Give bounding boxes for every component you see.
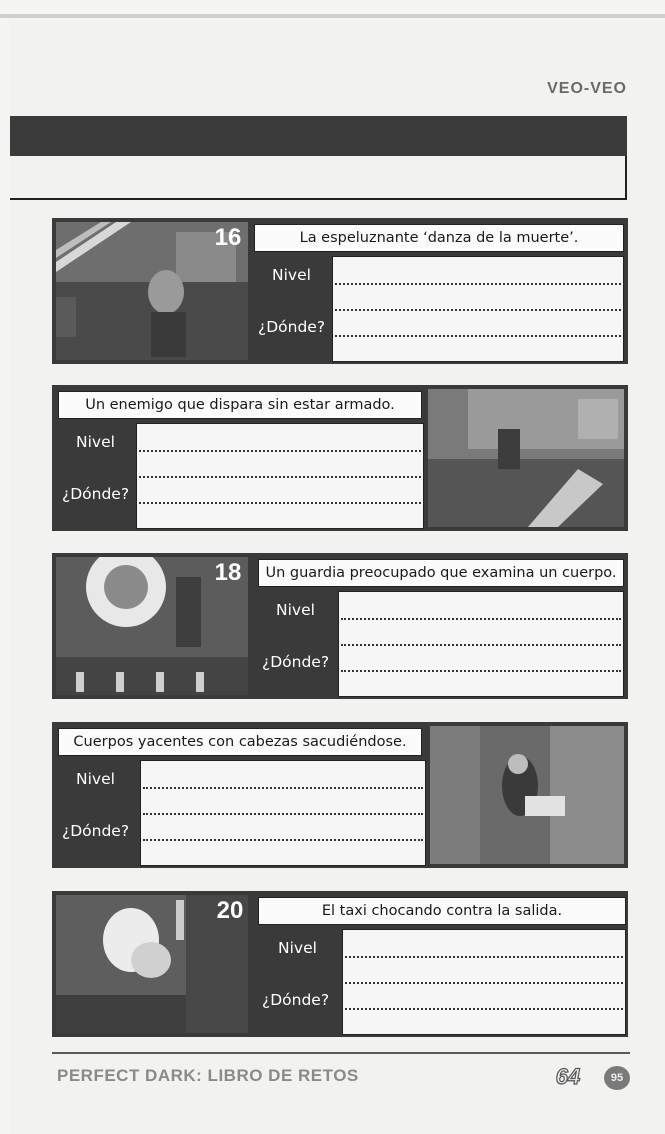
- level-answer-line[interactable]: [139, 450, 421, 452]
- challenge-card-16: [52, 218, 628, 364]
- answer-box: [332, 256, 624, 362]
- level-answer-line[interactable]: [341, 618, 621, 620]
- where-answer-line[interactable]: [341, 670, 621, 672]
- answer-box: [140, 760, 426, 866]
- screenshot-image: [428, 389, 624, 527]
- where-label: ¿Dónde?: [258, 318, 326, 336]
- item-caption: La espeluznante ‘danza de la muerte’.: [254, 224, 624, 252]
- item-caption: Un enemigo que dispara sin estar armado.: [58, 391, 422, 419]
- where-answer-line[interactable]: [139, 502, 421, 504]
- challenge-card-20: [52, 891, 628, 1037]
- answer-line[interactable]: [335, 309, 621, 311]
- magazine-logo: 64: [555, 1064, 581, 1089]
- page-number: 95: [604, 1066, 630, 1090]
- level-label: Nivel: [276, 601, 315, 619]
- where-label: ¿Dónde?: [262, 991, 330, 1009]
- answer-box: [136, 423, 424, 529]
- where-answer-line[interactable]: [335, 335, 621, 337]
- header-box: [10, 156, 627, 200]
- item-caption: Un guardia preocupado que examina un cuerpo.: [258, 559, 624, 587]
- where-answer-line[interactable]: [143, 839, 423, 841]
- where-label: ¿Dónde?: [62, 822, 130, 840]
- challenge-card-18: [52, 553, 628, 699]
- section-tag: VEO-VEO: [547, 80, 627, 97]
- book-title: PERFECT DARK: LIBRO DE RETOS: [57, 1066, 359, 1085]
- answer-line[interactable]: [345, 982, 623, 984]
- item-number: 20: [216, 897, 244, 924]
- top-rule: [0, 14, 665, 18]
- header-bar: [10, 116, 627, 156]
- level-label: Nivel: [76, 770, 115, 788]
- answer-line[interactable]: [139, 476, 421, 478]
- screenshot-image: [430, 726, 624, 864]
- answer-line[interactable]: [341, 644, 621, 646]
- answer-box: [342, 929, 626, 1035]
- level-label: Nivel: [278, 939, 317, 957]
- item-number: 16: [214, 224, 242, 251]
- item-caption: El taxi chocando contra la salida.: [258, 897, 626, 925]
- item-number: 18: [214, 559, 242, 586]
- level-answer-line[interactable]: [335, 283, 621, 285]
- where-answer-line[interactable]: [345, 1008, 623, 1010]
- item-caption: Cuerpos yacentes con cabezas sacudiéndose.: [58, 728, 422, 756]
- level-label: Nivel: [76, 433, 115, 451]
- answer-line[interactable]: [143, 813, 423, 815]
- challenge-card-19: [52, 722, 628, 868]
- level-label: Nivel: [272, 266, 311, 284]
- challenge-card-17: [52, 385, 628, 531]
- level-answer-line[interactable]: [345, 956, 623, 958]
- answer-box: [338, 591, 624, 697]
- where-label: ¿Dónde?: [62, 485, 130, 503]
- footer-rule: [52, 1052, 630, 1054]
- level-answer-line[interactable]: [143, 787, 423, 789]
- where-label: ¿Dónde?: [262, 653, 330, 671]
